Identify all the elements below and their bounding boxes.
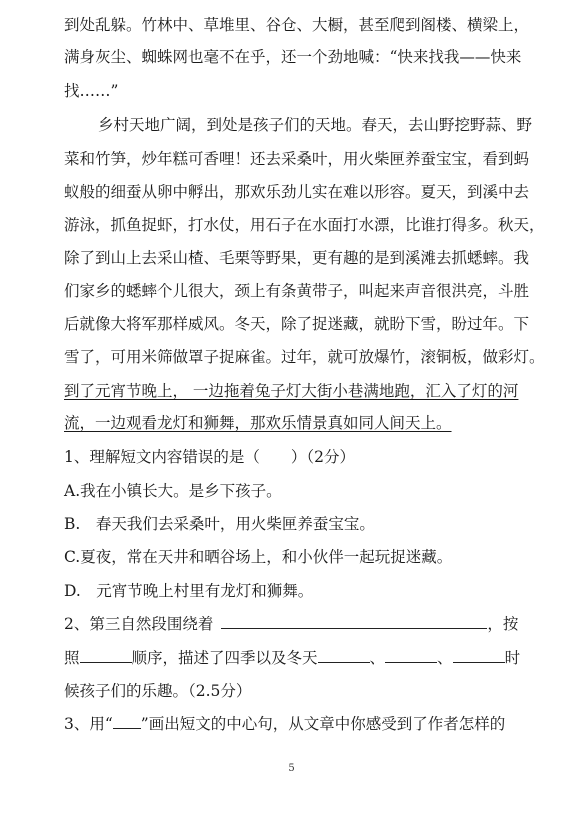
q3-underline-sample <box>113 714 141 729</box>
passage-line-9: 们家乡的蟋蟀个儿很大，颈上有条黄带子，叫起来声音很洪亮，斗胜 <box>64 282 530 300</box>
passage-line-11: 雪了，可用米筛做罩子捉麻雀。过年，就可放爆竹，滚铜板，做彩灯。 <box>64 348 545 366</box>
q2-blank-winter-3[interactable] <box>453 648 505 663</box>
q2-line-3: 候孩子们的乐趣。（2.5分） <box>64 682 252 700</box>
q2-line-1 <box>64 614 519 634</box>
q1-option-c: C.夏夜，常在天井和晒谷场上，和小伙伴一起玩捉迷藏。 <box>64 548 453 566</box>
passage-line-5: 菜和竹笋，炒年糕可香哩！还去采桑叶，用火柴匣养蚕宝宝，看到蚂 <box>64 150 530 168</box>
q2-text-6: 、 <box>437 649 453 667</box>
passage-line-10: 后就像大将军那样威风。冬天，除了捉迷藏，就盼下雪，盼过年。下 <box>64 315 530 333</box>
q1-option-a: A.我在小镇长大。是乡下孩子。 <box>64 482 282 500</box>
q1-option-d: D. 元宵节晚上村里有龙灯和狮舞。 <box>64 582 314 600</box>
passage-line-2: 满身灰尘、蜘蛛网也毫不在乎，还一个劲地喊：“快来找我——快来 <box>64 48 522 66</box>
q1-stem: 1、理解短文内容错误的是（ ）（2分） <box>64 448 355 466</box>
q2-blank-topic[interactable] <box>221 614 487 629</box>
q2-text-7: 时 <box>504 649 521 667</box>
passage-line-6: 蚁般的细蚕从卵中孵出，那欢乐劲儿实在难以形容。夏天，到溪中去 <box>64 183 530 201</box>
q2-blank-order[interactable] <box>80 648 132 663</box>
q2-text-3: 照 <box>64 649 80 667</box>
q3-text-1: 3、用“ <box>64 715 113 733</box>
passage-line-13-underlined: 流，一边观看龙灯和狮舞，那欢乐情景真如同人间天上。 <box>64 414 452 432</box>
q2-blank-winter-2[interactable] <box>385 648 437 663</box>
q3-line-1 <box>64 714 508 734</box>
passage-line-7: 游泳，抓鱼捉虾，打水仗，用石子在水面打水漂，比谁打得多。秋天， <box>64 216 545 234</box>
q2-text-5: 、 <box>369 649 386 667</box>
q2-line-2 <box>64 648 521 668</box>
passage-line-12-underlined: 到了元宵节晚上， 一边拖着兔子灯大街小巷满地跑，汇入了灯的河 <box>64 382 519 400</box>
q2-text-1: 2、第三自然段围绕着 <box>64 615 214 633</box>
q2-text-2: ，按 <box>487 615 519 633</box>
passage-line-1: 到处乱躲。竹林中、草堆里、谷仓、大橱，甚至爬到阁楼、横梁上， <box>64 16 530 34</box>
q2-text-4: 顺序，描述了四季以及冬天 <box>131 649 318 667</box>
q1-option-b: B. 春天我们去采桑叶，用火柴匣养蚕宝宝。 <box>64 515 375 533</box>
passage-line-3: 找……” <box>64 82 119 100</box>
passage-line-8: 除了到山上去采山楂、毛栗等野果，更有趣的是到溪滩去抓蟋蟀。我 <box>64 249 530 267</box>
q2-blank-winter-1[interactable] <box>318 648 370 663</box>
q3-text-2: ”画出短文的中心句，从文章中你感受到了作者怎样的 <box>140 715 506 733</box>
page-number: 5 <box>288 763 295 774</box>
passage-line-4: 乡村天地广阔，到处是孩子们的天地。春天，去山野挖野蒜、野 <box>98 116 533 134</box>
